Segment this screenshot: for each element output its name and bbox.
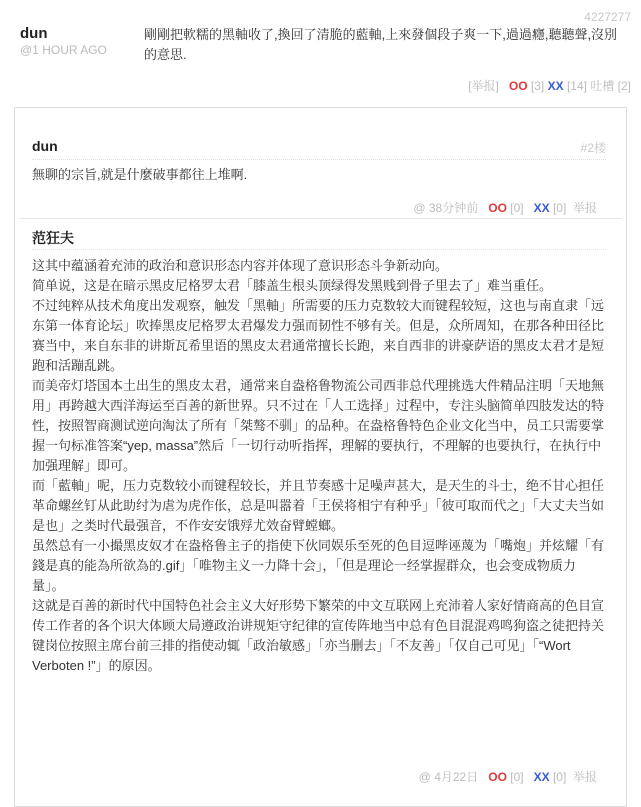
comment-author[interactable]: dun: [32, 138, 58, 154]
xx-count: [0]: [552, 770, 567, 784]
comment-text: [32, 256, 606, 676]
oo-button[interactable]: OO: [508, 79, 528, 93]
report-link[interactable]: [举报]: [468, 79, 499, 93]
xx-button[interactable]: XX: [547, 79, 564, 93]
comment-paragraph: 而「藍軸」呢，压力克数较小而键程较长，并且节奏感十足噪声甚大，是天生的斗士，绝不甘心担任革命螺丝钉从此助纣为虐为虎作伥，总是叫嚣着「王侯将相宁有种乎」「彼可取而代之」「大丈夫当如是也」之类时代最强音，不作安安饿殍尤效奋臂螳螂。: [32, 478, 605, 533]
xx-button[interactable]: XX: [533, 201, 550, 215]
xx-count: [0]: [552, 201, 567, 215]
comment-paragraph: 而美帝灯塔国本土出生的黑皮太君，通常来自盎格鲁物流公司西非总代理挑选大件精品注明「天地無用」再跨越大西洋海运至百善的新世界。只不过在「人工选择」过程中，专注头脑简单四肢发达的特性，按照智商测试逆向淘汰了所有「桀骜不驯」的品种。在盎格鲁特色企业文化当中，员工只需要掌握一句标准答案“yep, massa”然后「一切行动听指挥，理解的要执行，不理解的也要执行，在执行中加强理解」即可。: [32, 378, 605, 473]
comment-paragraph: 这其中蕴涵着充沛的政治和意识形态内容并体现了意识形态斗争新动向。: [32, 258, 449, 273]
comment-separator: [19, 218, 622, 219]
xx-button[interactable]: XX: [533, 770, 550, 784]
comment-paragraph: 不过纯粹从技术角度出发观察，触发「黑軸」所需要的压力克数较大而键程较短，这也与南直隶「远东第一体育论坛」吹捧黑皮尼格罗太君爆发力强而韧性不够有关。但是，众所周知，在那各种田径比赛当中，来自东非的讲斯瓦希里语的黑皮太君通常擅长长跑，来自西非的讲豪萨语的黑皮太君才是短跑和活蹦乱跳。: [32, 298, 605, 373]
comment-floor[interactable]: #2楼: [580, 141, 606, 155]
tucao-link[interactable]: 吐槽 [2]: [590, 79, 631, 93]
report-link[interactable]: 举报: [572, 770, 597, 784]
comment-divider: [32, 249, 606, 250]
comment-paragraph: 虽然总有一小撮黑皮奴才在盎格鲁主子的指使下伙同娱乐至死的色目逗哔诬蔑为「嘴炮」并炫耀「有錢是真的能為所欲為的.gif」「唯物主义一力降十会」，「但是理论一经掌握群众，也会变成物质力量」。: [32, 538, 605, 593]
comments-box: [14, 107, 627, 807]
comment-actions: [419, 768, 597, 785]
comment-paragraph: 这就是百善的新时代中国特色社会主义大好形势下繁荣的中文互联网上充沛着人家好情商高的色目宣传工作者的各个识大体顾大局遵政治讲规矩守纪律的宣传阵地当中总有色目混混鸡鸣狗盗之徒把持关键岗位按照主席台前三排的指使动辄「政治敏感」「亦当删去」「不友善」「仅自己可见」「“Wort Verboten !”」的原因。: [32, 598, 605, 673]
post-actions: [468, 77, 631, 94]
comment-text: 無聊的宗旨,就是什麼破事都往上堆啊.: [32, 167, 248, 182]
xx-count: [14]: [566, 79, 587, 93]
comment-paragraph: 简单说，这是在暗示黑皮尼格罗太君「膝盖生根头顶绿得发黑贱到骨子里去了」难当重任。: [32, 278, 553, 293]
comment-time: @ 4月22日: [418, 770, 479, 784]
comment-time: @ 38分钟前: [413, 201, 479, 215]
post-author[interactable]: dun: [20, 25, 48, 42]
oo-count: [0]: [510, 770, 524, 784]
comment-actions: [413, 199, 597, 216]
oo-count: [0]: [510, 201, 524, 215]
report-link[interactable]: 举报: [572, 201, 597, 215]
oo-button[interactable]: OO: [488, 770, 507, 784]
oo-button[interactable]: OO: [488, 201, 507, 215]
post-text: 剛剛把軟糯的黑軸收了,換回了清脆的藍軸,上來發個段子爽一下,過過癮,聽聽聲,沒別的意思.: [144, 27, 618, 62]
oo-count: [3]: [530, 79, 545, 93]
post-id: 4227277: [584, 10, 631, 24]
comment-author[interactable]: 范狂夫: [32, 230, 74, 246]
comment-divider: [32, 159, 606, 160]
post-time: @1 HOUR AGO: [20, 43, 107, 57]
